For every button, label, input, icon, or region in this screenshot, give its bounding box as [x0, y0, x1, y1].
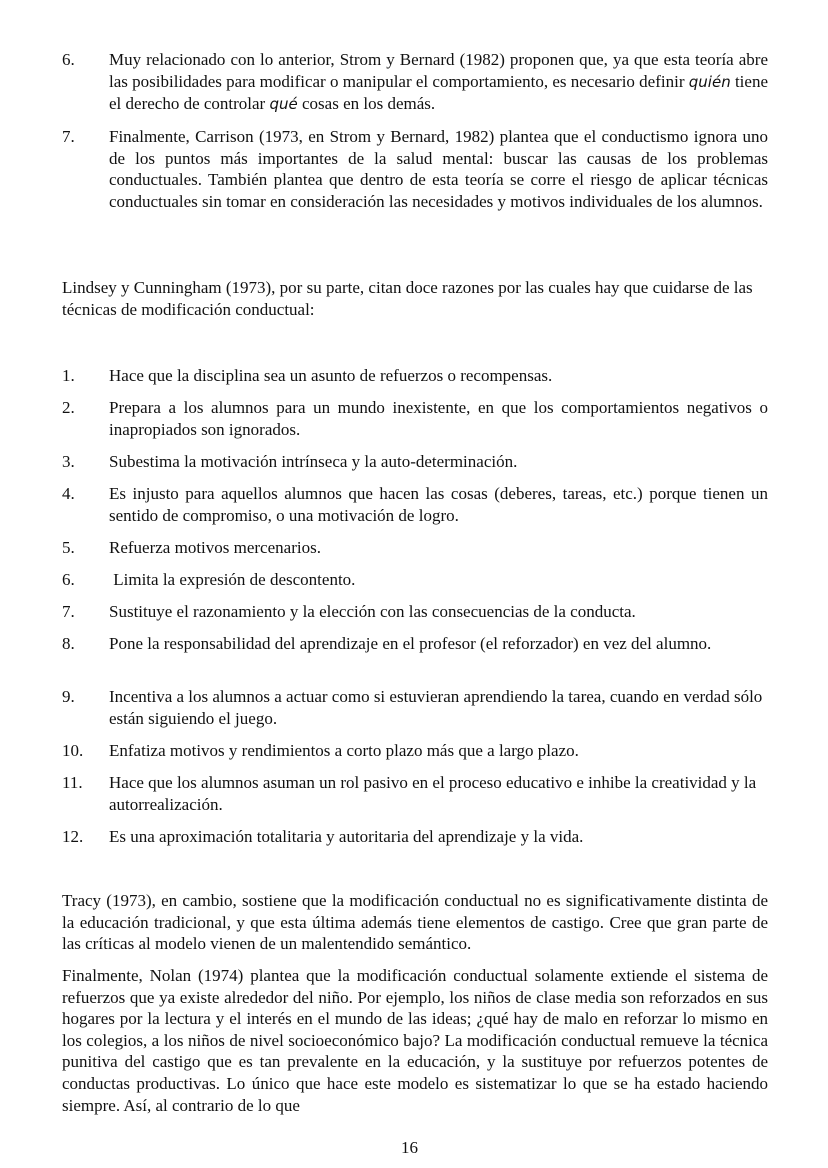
item-number: 3.: [62, 452, 75, 471]
item-text: Incentiva a los alumnos a actuar como si estuvieran aprendiendo la tarea, cuando en verdad sólo están siguiendo el juego.: [109, 687, 763, 728]
reason-item-6: [62, 569, 768, 591]
item-text: Enfatiza motivos y rendimientos a corto plazo más que a largo plazo.: [109, 741, 579, 760]
item-number: 9.: [62, 687, 75, 706]
reason-item-9: [62, 686, 768, 729]
item-number: 7.: [62, 602, 75, 621]
paragraph-tracy: Tracy (1973), en cambio, sostiene que la modificación conductual no es significativamente distinta de la educación tradicional, y que esta última además tiene elementos de castigo. Cree que gran parte de las críticas al modelo vienen de un malentendido semántico.: [62, 891, 768, 954]
item-number: 4.: [62, 484, 75, 503]
item-text: Pone la responsabilidad del aprendizaje en el profesor (el reforzador) en vez del alumno.: [109, 634, 712, 653]
item-text: Muy relacionado con lo anterior, Strom y Bernard (1982) proponen que, ya que esta teoría abre las posibilidades para modificar o manipular el comportamiento, es necesario definir quién tiene el derecho de controlar qué cosas en los demás.: [109, 50, 768, 114]
reason-item-7: [62, 601, 768, 623]
list-item: [62, 126, 768, 212]
reason-item-3: [62, 451, 768, 473]
item-text: Es una aproximación totalitaria y autoritaria del aprendizaje y la vida.: [109, 827, 584, 846]
item-number: 12.: [62, 827, 84, 846]
reason-item-11: [62, 772, 768, 815]
item-text: Hace que los alumnos asuman un rol pasivo en el proceso educativo e inhibe la creatividad y la autorrealización.: [109, 773, 757, 814]
page-number: 16: [401, 1138, 418, 1157]
reason-item-4: [62, 483, 768, 526]
item-number: 1.: [62, 366, 75, 385]
item-number: 10.: [62, 741, 84, 760]
reason-item-12: [62, 826, 768, 848]
intro-paragraph: Lindsey y Cunningham (1973), por su parte, citan doce razones por las cuales hay que cuidarse de las técnicas de modificación conductual:: [62, 278, 753, 319]
item-number: 11.: [62, 773, 83, 792]
item-text: Hace que la disciplina sea un asunto de refuerzos o recompensas.: [109, 366, 553, 385]
emphasis-que: qué: [269, 95, 298, 114]
item-number: 6.: [62, 570, 75, 589]
item-number: 6.: [62, 50, 75, 69]
item-number: 7.: [62, 127, 75, 146]
item-text: Subestima la motivación intrínseca y la auto-determinación.: [109, 452, 518, 471]
reason-item-2: [62, 397, 768, 440]
reason-item-8: [62, 633, 768, 655]
item-text: Prepara a los alumnos para un mundo inexistente, en que los comportamientos negativos o inapropiados son ignorados.: [109, 398, 768, 439]
paragraph-nolan: Finalmente, Nolan (1974) plantea que la modificación conductual solamente extiende el sistema de refuerzos que ya existe alrededor del niño. Por ejemplo, los niños de clase media son reforzados en sus hogares por la lectura y el interés en el mundo de las ideas; ¿qué hay de malo en reforzar lo mismo en los colegios, a los niños de nivel socioeconómico bajo? La modificación conductual remueve la técnica punitiva del castigo que es tan prevalente en la educación, y la sustituye por refuerzos potentes de conductas productivas. Lo único que hace este modelo es sistematizar lo que se ha estado haciendo siempre. Así, al contrario de lo que: [62, 966, 768, 1115]
item-text: Es injusto para aquellos alumnos que hacen las cosas (deberes, tareas, etc.) porque tienen un sentido de compromiso, o una motivación de logro.: [109, 484, 768, 525]
item-text: Refuerza motivos mercenarios.: [109, 538, 321, 557]
item-number: 8.: [62, 634, 75, 653]
item-text: Finalmente, Carrison (1973, en Strom y Bernard, 1982) plantea que el conductismo ignora uno de los puntos más importantes de la salud mental: buscar las causas de los problemas conductuales. También plantea que dentro de esta teoría se corre el riesgo de aplicar técnicas conductuales sin tomar en consideración las necesidades y motivos individuales de los alumnos.: [109, 127, 768, 211]
reason-item-10: [62, 740, 768, 762]
reason-item-5: [62, 537, 768, 559]
item-number: 5.: [62, 538, 75, 557]
item-number: 2.: [62, 398, 75, 417]
list-item: [62, 49, 768, 116]
reason-item-1: [62, 365, 768, 387]
item-text: Limita la expresión de descontento.: [109, 570, 356, 589]
item-text: Sustituye el razonamiento y la elección con las consecuencias de la conducta.: [109, 602, 636, 621]
emphasis-quien: quién: [688, 72, 731, 91]
